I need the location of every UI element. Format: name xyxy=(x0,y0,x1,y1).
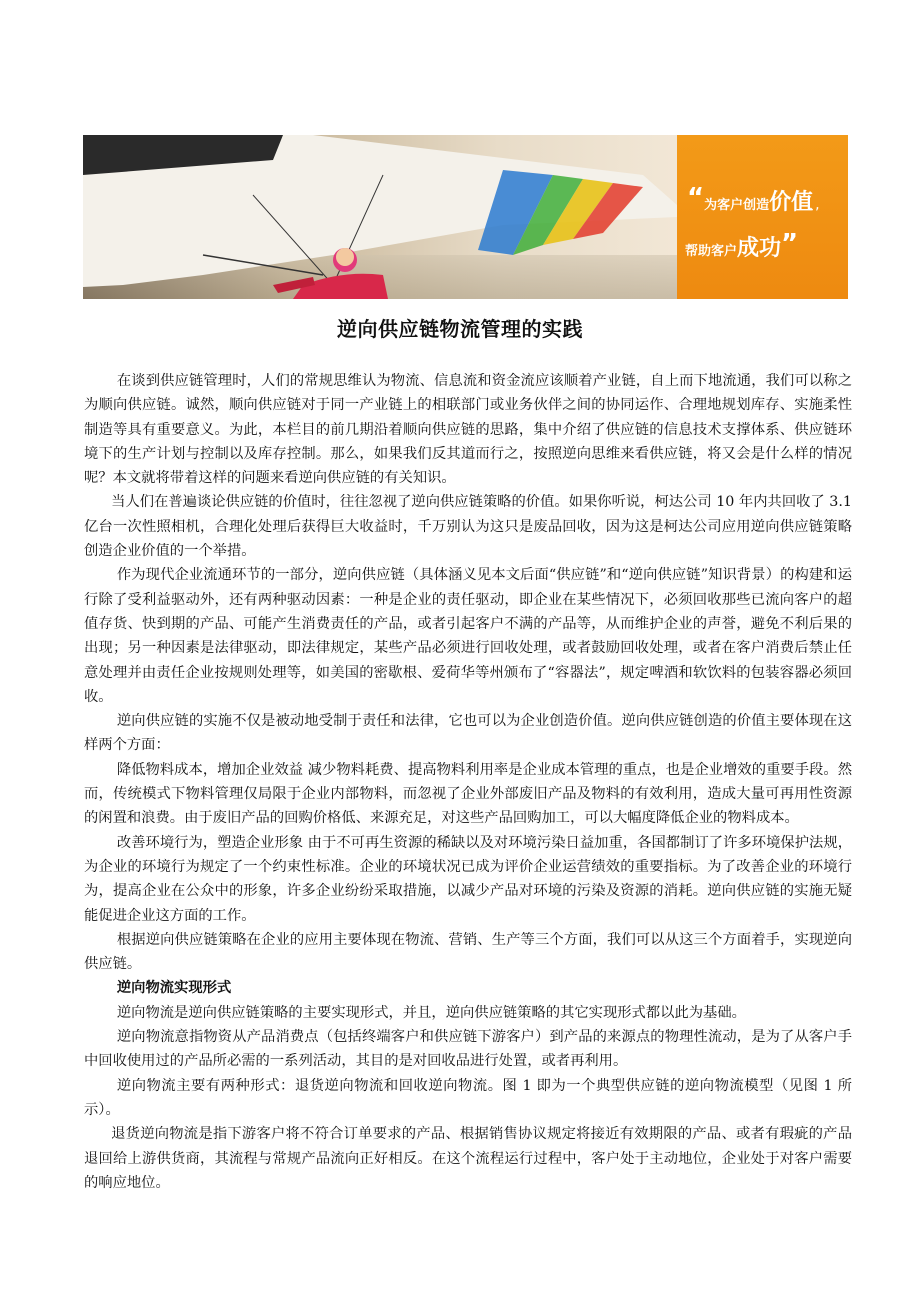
slogan-text-create: 为客户创造 xyxy=(704,198,770,213)
paragraph: 根据逆向供应链策略在企业的应用主要体现在物流、营销、生产等三个方面，我们可以从这三个方面着手，实现逆向供应链。 xyxy=(84,931,852,973)
paragraph: 逆向物流意指物资从产品消费点（包括终端客户和供应链下游客户）到产品的来源点的物理性流动，是为了从客户手中回收使用过的产品所必需的一系列活动，其目的是对回收品进行处置，或者再利用。 xyxy=(84,1029,852,1070)
paragraph: 逆向物流是逆向供应链策略的主要实现形式，并且，逆向供应链策略的其它实现形式都以此为基础。 xyxy=(116,1004,746,1021)
close-quote: ” xyxy=(781,229,799,259)
paragraph: 退货逆向物流是指下游客户将不符合订单要求的产品、根据销售协议规定将接近有效期限的产品、或者有瑕疵的产品退回给上游供货商，其流程与常规产品流向正好相反。在这个流程运行过程中，客户处于主动地位，企业处于对客户需要的响应地位。 xyxy=(84,1126,852,1191)
paragraph: 逆向供应链的实施不仅是被动地受制于责任和法律，它也可以为企业创造价值。逆向供应链创造的价值主要体现在这样两个方面： xyxy=(84,713,852,754)
slogan-line-success xyxy=(685,231,798,262)
paragraph: 改善环境行为，塑造企业形象 由于不可再生资源的稀缺以及对环境污染日益加重，各国都制订了许多环境保护法规，为企业的环境行为规定了一个约束性标准。企业的环境状况已成为评价企业运营绩效的重要指标。为了改善企业的环境行为，提高企业在公众中的形象，许多企业纷纷采取措施，以减少产品对环境的污染及资源的消耗。逆向供应链的实施无疑能促进企业这方面的工作。 xyxy=(84,834,852,924)
document-title: 逆向供应链物流管理的实践 xyxy=(337,317,583,341)
paragraph: 降低物料成本，增加企业效益 减少物料耗费、提高物料利用率是企业成本管理的重点，也是企业增效的重要手段。然而，传统模式下物料管理仅局限于企业内部物料，而忽视了企业外部废旧产品及物料的有效利用，造成大量可再用性资源的闲置和浪费。由于废旧产品的回购价格低、来源充足，对这些产品回购加工，可以大幅度降低企业的物料成本。 xyxy=(84,761,852,827)
paragraph: 当人们在普遍谈论供应链的价值时，往往忽视了逆向供应链策略的价值。如果你听说，柯达公司 10 年内共回收了 3.1 亿台一次性照相机，合理化处理后获得巨大收益时，千万别认为这只是废品回收，因为这是柯达公司应用逆向供应链策略创造企业价值的一个举措。 xyxy=(84,494,852,560)
paragraph: 在谈到供应链管理时，人们的常规思维认为物流、信息流和资金流应该顺着产业链，自上而下地流通，我们可以称之为顺向供应链。诚然，顺向供应链对于同一产业链上的相联部门或业务伙伴之间的协同运作、合理地规划库存、实施柔性制造等具有重要意义。为此，本栏目的前几期沿着顺向供应链的思路，集中介绍了供应链的信息技术支撑体系、供应链环境下的生产计划与控制以及库存控制。那么，如果我们反其道而行之，按照逆向思维来看供应链，将又会是什么样的情况呢？本文就将带着这样的问题来看逆向供应链的有关知识。 xyxy=(84,373,852,487)
section-heading: 逆向物流实现形式 xyxy=(116,980,232,997)
slogan-text-success: 成功 xyxy=(737,236,782,261)
slogan-comma: , xyxy=(815,197,820,213)
slogan-text-value: 价值 xyxy=(769,190,814,215)
hang-glider-photo xyxy=(83,135,677,299)
paragraph: 作为现代企业流通环节的一部分，逆向供应链（具体涵义见本文后面“供应链”和“逆向供应链”知识背景）的构建和运行除了受利益驱动外，还有两种驱动因素：一种是企业的责任驱动，即企业在某些情况下，必须回收那些已流向客户的超值存货、快到期的产品、可能产生消费责任的产品，或者引起客户不满的产品等，从而维护企业的声誉，避免不利后果的出现；另一种因素是法律驱动，即法律规定，某些产品必须进行回收处理，或者鼓励回收处理，或者在客户消费后禁止任意处理并由责任企业按规则处理等，如美国的密歇根、爱荷华等州颁布了“容器法”，规定啤酒和软饮料的包装容器必须回收。 xyxy=(84,567,852,705)
article-body xyxy=(84,369,852,1195)
header-banner xyxy=(83,135,848,299)
slogan-text-help: 帮助客户 xyxy=(685,244,738,259)
slogan-panel xyxy=(677,135,848,299)
paragraph: 逆向物流主要有两种形式：退货逆向物流和回收逆向物流。图 1 即为一个典型供应链的逆向物流模型（见图 1 所示）。 xyxy=(84,1077,852,1118)
open-quote: “ xyxy=(687,183,705,213)
slogan-line-value xyxy=(687,185,820,216)
